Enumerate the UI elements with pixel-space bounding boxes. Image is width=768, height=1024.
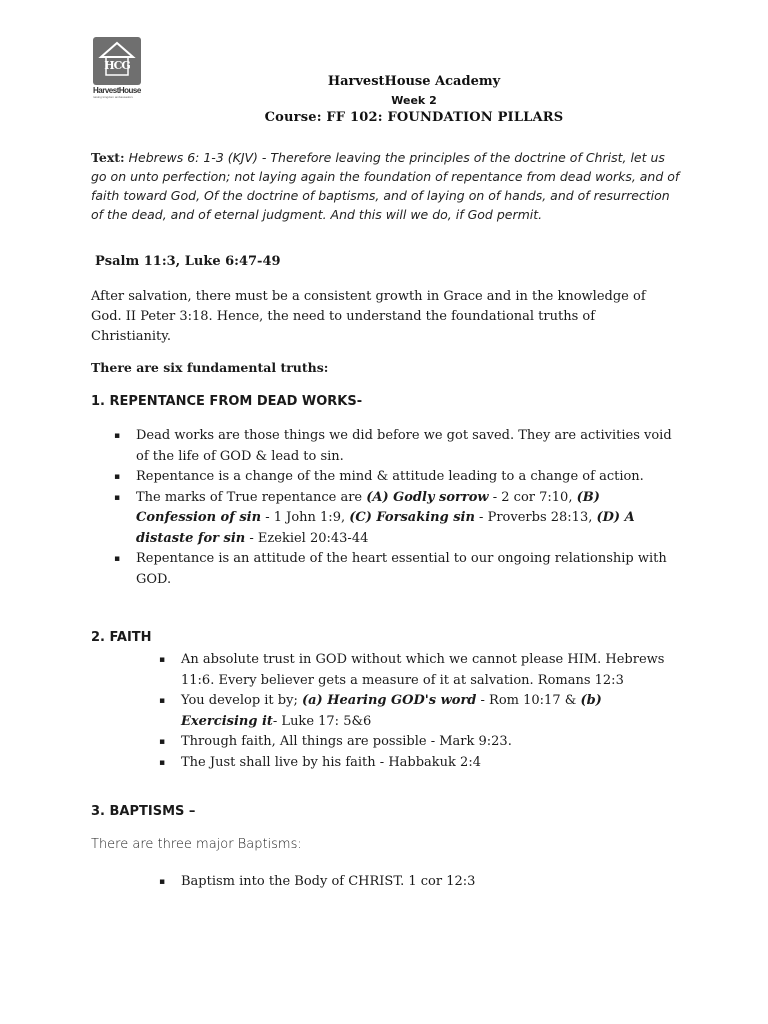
week-label: Week 2 (391, 94, 437, 107)
reference-text: - Rom 10:17 & (476, 693, 581, 708)
six-truths-heading: There are six fundamental truths: (91, 360, 329, 375)
section-1-list (114, 426, 681, 590)
logo-tagline: raising kingdom ambassadors (93, 95, 133, 99)
list-item-text: Baptism into the Body of CHRIST. 1 cor 12:3 (181, 874, 476, 889)
logo-initials: HCG (104, 59, 130, 72)
text-label: Text: (91, 150, 125, 165)
list-item (114, 549, 681, 590)
list-item (114, 426, 681, 467)
academy-title: HarvestHouse Academy (327, 74, 501, 89)
list-item-text: Dead works are those things we did before we got saved. They are activities void of the life of GOD & lead to sin. (136, 428, 672, 464)
list-item (159, 650, 681, 691)
bullet-icon: ▪ (159, 696, 166, 706)
list-item-text: Through faith, All things are possible - Mark 9:23. (181, 734, 512, 749)
bullet-icon: ▪ (114, 492, 121, 503)
emphasis-text: (B) Confession of sin (136, 489, 600, 525)
section-1-heading: 1. REPENTANCE FROM DEAD WORKS- (91, 394, 363, 409)
reference-text: - Luke 17: 5&6 (272, 713, 372, 729)
reference-text: - Ezekiel 20:43-44 (245, 530, 369, 546)
emphasis-text: (a) Hearing GOD's word (301, 693, 477, 708)
bullet-icon: ▪ (114, 554, 121, 564)
reference-text: - 1 John 1:9, (261, 510, 350, 525)
bullet-icon: ▪ (114, 431, 121, 441)
scripture-references: Psalm 11:3, Luke 6:47-49 (95, 254, 281, 269)
reference-text: - 2 cor 7:10, (488, 489, 577, 505)
bullet-icon: ▪ (114, 472, 121, 482)
section-3-list (159, 872, 681, 893)
logo-name: HarvestHouse (93, 86, 141, 95)
course-title: Course: FF 102: FOUNDATION PILLARS (264, 110, 564, 125)
list-item-text: The marks of True repentance are (136, 489, 367, 505)
list-item (159, 872, 681, 893)
reference-text: - Proverbs 28:13, (474, 510, 597, 525)
list-item-text: An absolute trust in GOD without which we cannot please HIM. Hebrews 11:6. Every believer gets a measure of it at salvation. Romans 12:3 (181, 652, 665, 688)
section-3-heading: 3. BAPTISMS – (91, 804, 196, 819)
emphasis-text: (b) Exercising it (181, 693, 602, 729)
emphasis-text: (A) Godly sorrow (366, 489, 489, 505)
list-item-text: Repentance is an attitude of the heart essential to our ongoing relationship with GOD. (136, 551, 667, 587)
bullet-icon: ▪ (159, 737, 166, 747)
list-item (114, 488, 681, 550)
harvesthouse-logo (93, 37, 141, 99)
section-2-list (159, 650, 681, 773)
list-item-text: The Just shall live by his faith - Habbakuk 2:4 (181, 754, 481, 770)
scripture-body: Hebrews 6: 1-3 (KJV) - Therefore leaving the principles of the doctrine of Christ, let us go on unto perfection; not laying again the foundation of repentance from dead works, and of faith toward God, Of the doctrine of baptisms, and of laying on of hands, and of resurrection of the dead, and of eternal judgment. And this will we do, if God permit. (91, 150, 680, 222)
list-item (114, 467, 681, 488)
intro-paragraph: After salvation, there must be a consistent growth in Grace and in the knowledge of God. II Peter 3:18. Hence, the need to understand the foundational truths of Christianity. (91, 289, 646, 344)
bullet-icon: ▪ (159, 877, 166, 887)
bullet-icon: ▪ (159, 757, 166, 768)
list-item (159, 691, 681, 732)
baptisms-intro: There are three major Baptisms: (91, 837, 302, 852)
scripture-text (91, 148, 681, 224)
list-item (159, 753, 681, 774)
section-2-heading: 2. FAITH (91, 630, 152, 645)
list-item (159, 732, 681, 753)
list-item-text: You develop it by; (181, 693, 302, 708)
bullet-icon: ▪ (159, 655, 166, 665)
list-item-text: Repentance is a change of the mind & attitude leading to a change of action. (136, 469, 644, 484)
emphasis-text: (D) A distaste for sin (136, 510, 635, 546)
emphasis-text: (C) Forsaking sin (349, 510, 475, 525)
